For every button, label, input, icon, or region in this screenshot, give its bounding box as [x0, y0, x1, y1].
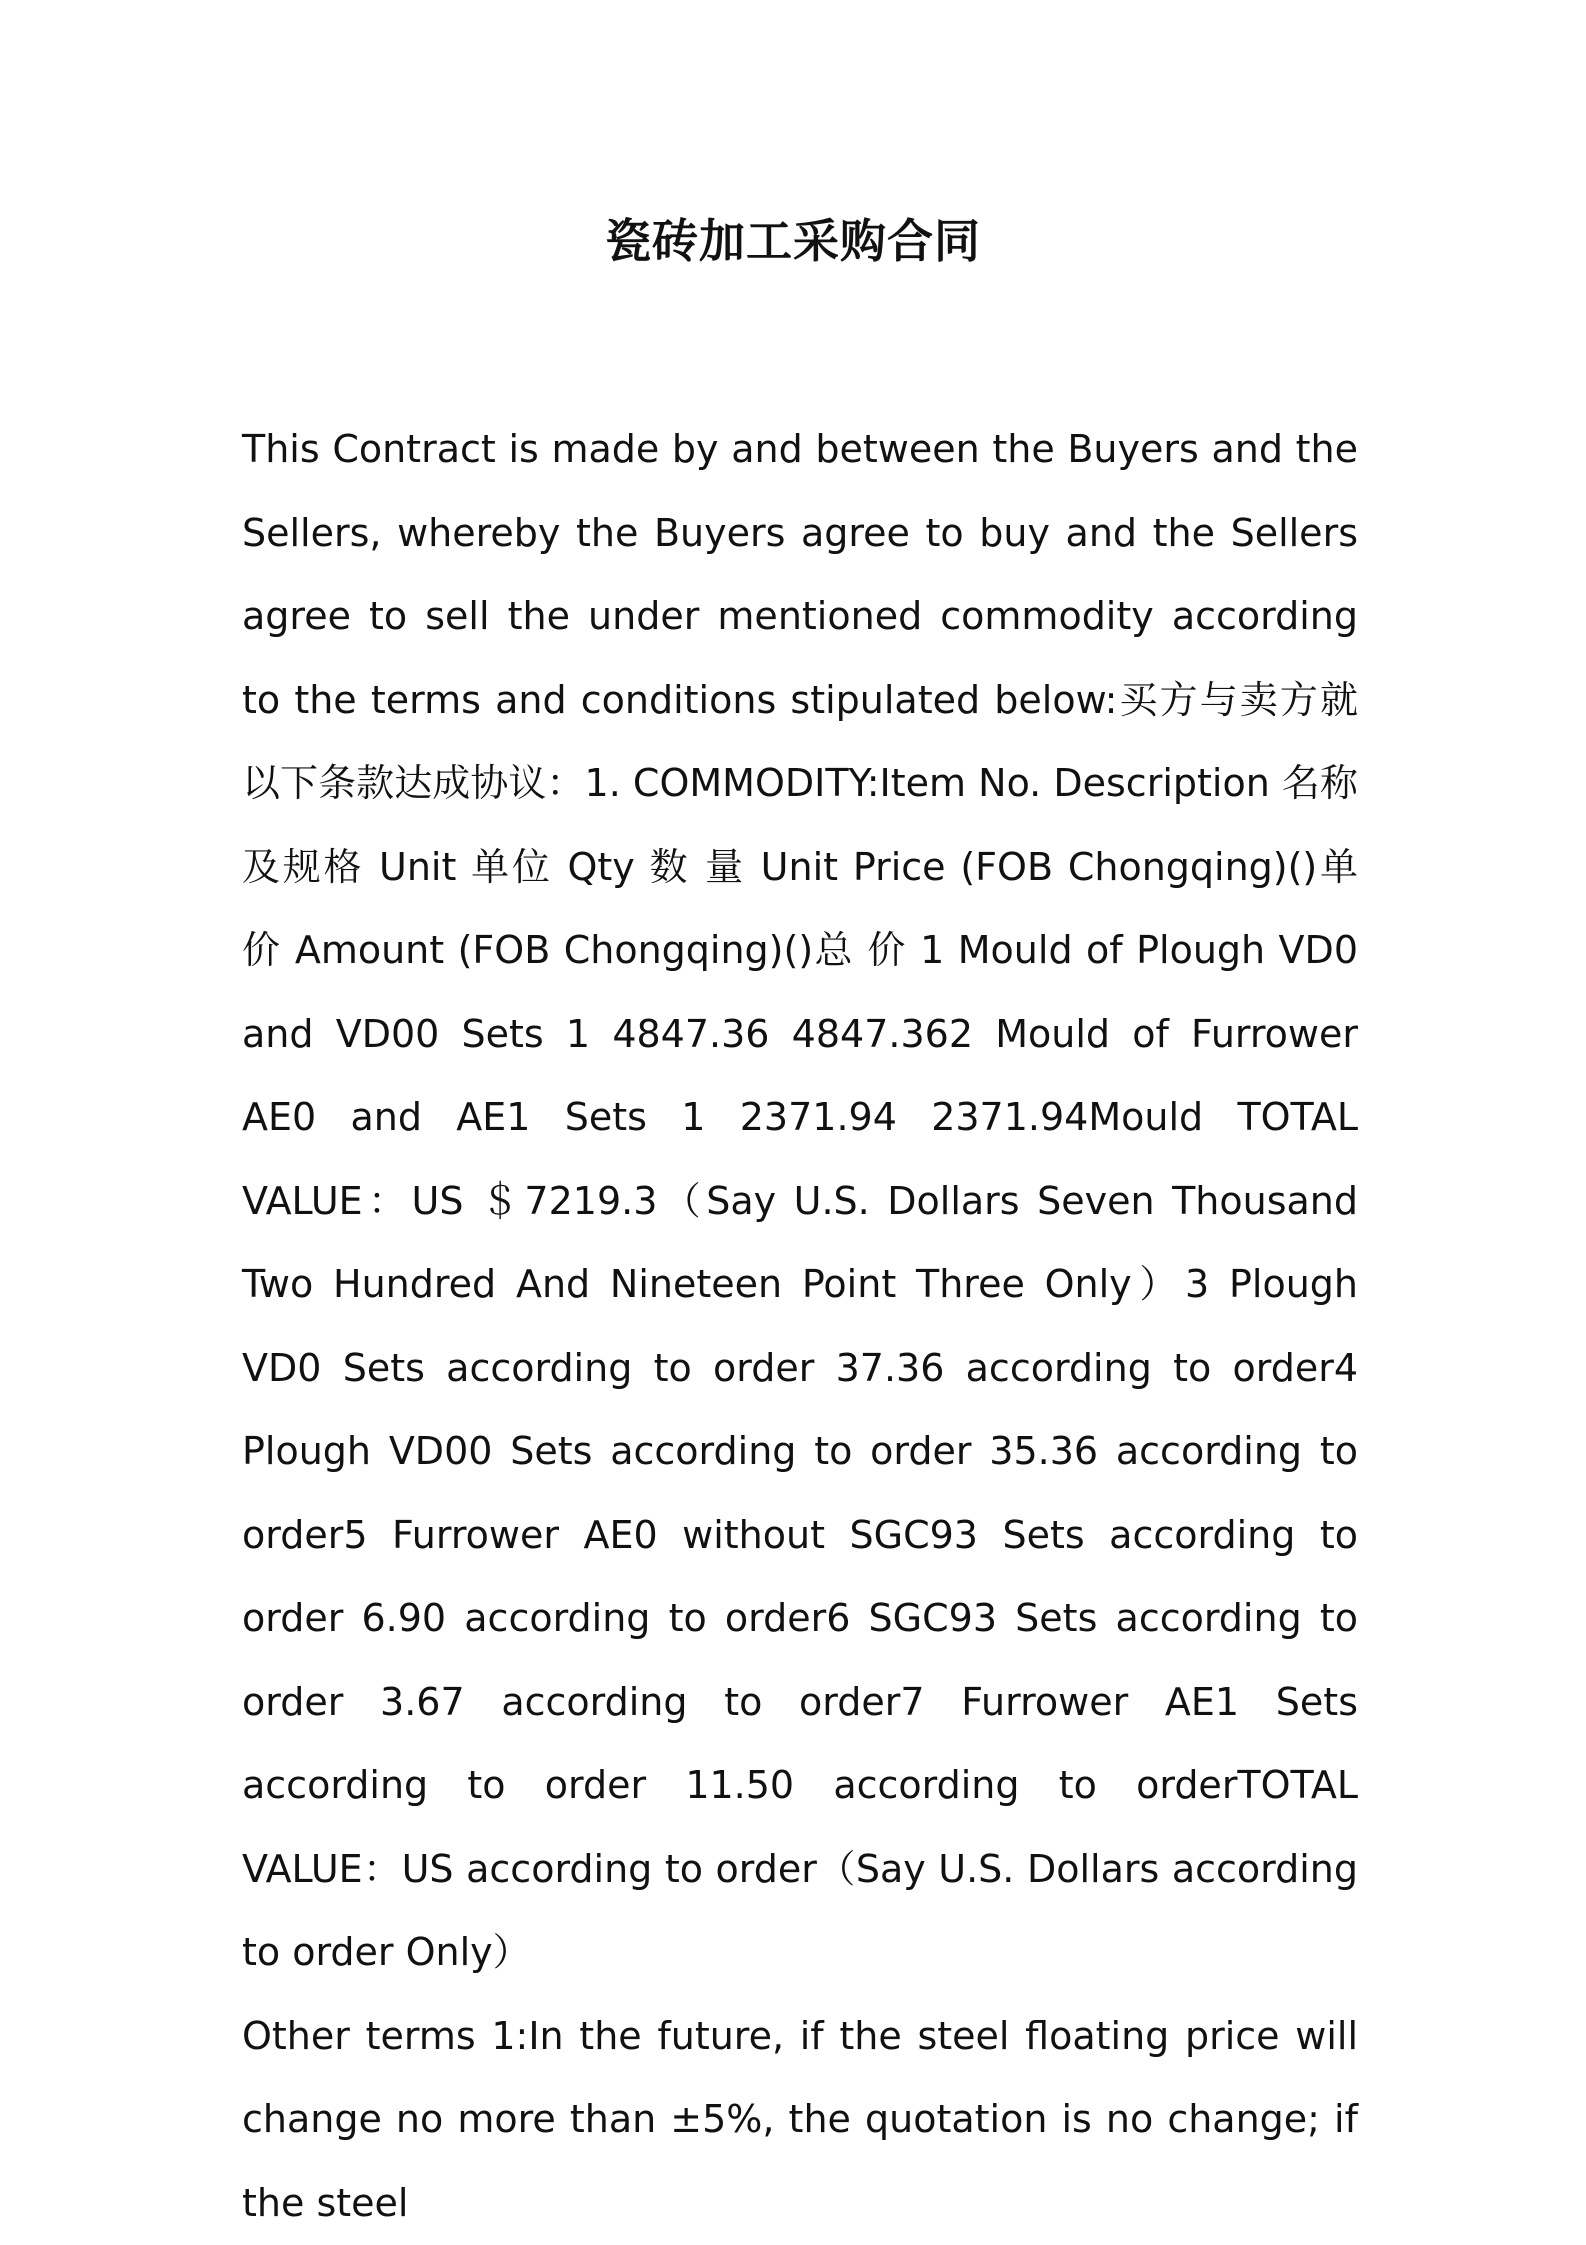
paragraph-other-terms: Other terms 1:In the future, if the steel floating price will change no more than ±5%, the quotation is no change; if the steel	[242, 1995, 1358, 2245]
paragraph-contract-commodity: This Contract is made by and between the Buyers and the Sellers, whereby the Buyers agree to buy and the Sellers agree to sell the under mentioned commodity according to the terms and conditions stipulated below:买方与卖方就以下条款达成协议：1. COMMODITY:Item No. Description 名称及规格 Unit 单位 Qty 数 量 Unit Price (FOB Chongqing)()单 价 Amount (FOB Chongqing)()总 价 1 Mould of Plough VD0 and VD00 Sets 1 4847.36 4847.362 Mould of Furrower AE0 and AE1 Sets 1 2371.94 2371.94Mould TOTAL VALUE：US ＄7219.3（Say U.S. Dollars Seven Thousand Two Hundred And Nineteen Point Three Only）3 Plough VD0 Sets according to order 37.36 according to order4 Plough VD00 Sets according to order 35.36 according to order5 Furrower AE0 without SGC93 Sets according to order 6.90 according to order6 SGC93 Sets according to order 3.67 according to order7 Furrower AE1 Sets according to order 11.50 according to orderTOTAL VALUE：US according to order（Say U.S. Dollars according to order Only）	[242, 408, 1358, 1995]
document-body	[242, 408, 1358, 2245]
document-title: 瓷砖加工采购合同	[0, 208, 1586, 274]
